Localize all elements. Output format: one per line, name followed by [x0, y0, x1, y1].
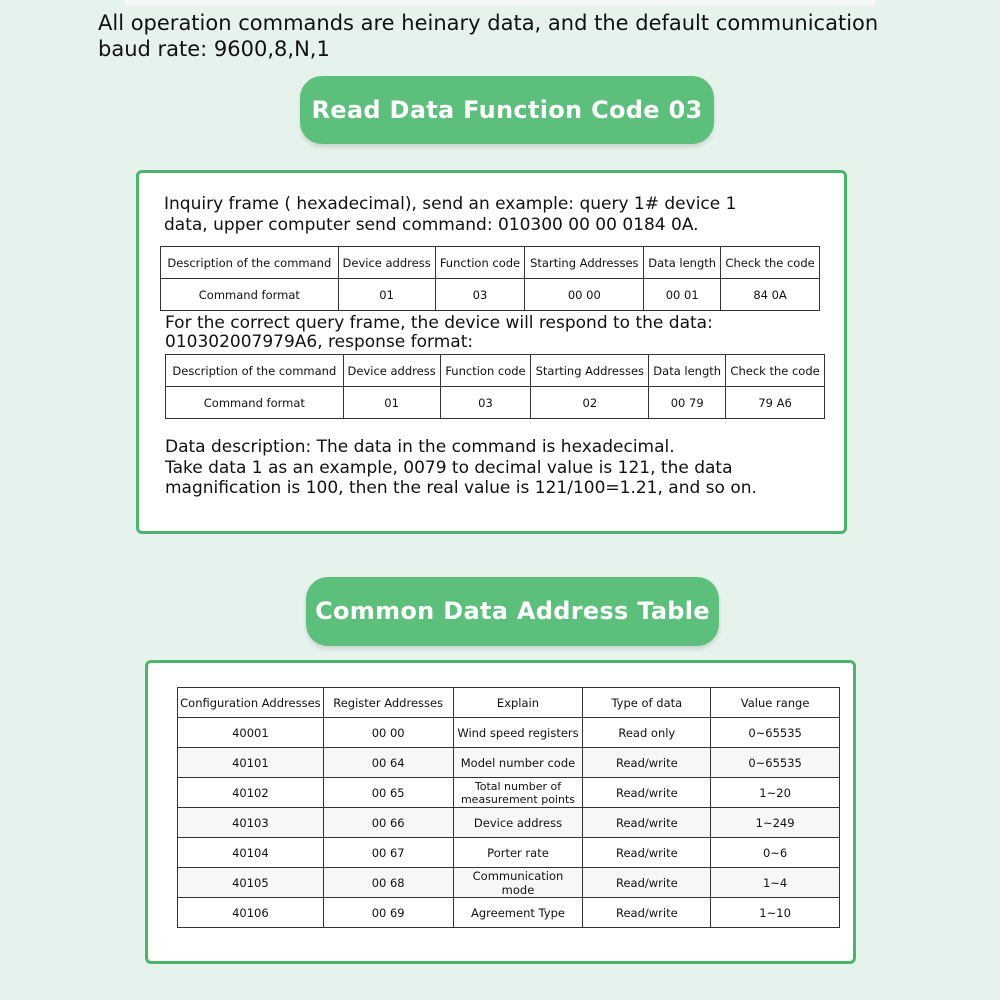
intro-text	[98, 10, 938, 62]
table-cell: 00 66	[323, 808, 453, 838]
table-header-cell: Starting Addresses	[525, 247, 644, 279]
table-header-cell: Data length	[649, 355, 726, 387]
table-cell: Communication mode	[453, 868, 583, 898]
table-cell: 02	[531, 387, 649, 419]
command-table-header	[161, 247, 820, 279]
table-cell: Read/write	[583, 778, 711, 808]
table-cell: Read only	[583, 718, 711, 748]
response-line-2: 010302007979A6, response format:	[165, 332, 474, 352]
intro-line-1: All operation commands are heinary data, and the default communication	[98, 11, 879, 35]
section-title-address-table: Common Data Address Table	[306, 577, 719, 646]
table-cell: 1~4	[711, 868, 840, 898]
data-description	[165, 437, 825, 499]
inquiry-text	[164, 194, 824, 235]
table-cell: Porter rate	[453, 838, 583, 868]
inquiry-line-1: Inquiry frame ( hexadecimal), send an example: query 1# device 1	[164, 194, 737, 214]
response-table	[165, 354, 825, 419]
table-cell: Device address	[453, 808, 583, 838]
table-cell: 40001	[178, 718, 324, 748]
table-header-cell: Function code	[440, 355, 531, 387]
table-header-cell: Data length	[644, 247, 721, 279]
table-cell: Total number of measurement points	[453, 778, 583, 808]
table-cell: 40103	[178, 808, 324, 838]
section-title-read-data: Read Data Function Code 03	[300, 76, 714, 144]
table-cell: Command format	[161, 279, 339, 311]
desc-line-3: magnification is 100, then the real value is 121/100=1.21, and so on.	[165, 478, 757, 498]
table-cell: 00 01	[644, 279, 721, 311]
table-cell: 00 67	[323, 838, 453, 868]
table-cell: 03	[435, 279, 525, 311]
table-cell: Command format	[166, 387, 344, 419]
table-cell: 40102	[178, 778, 324, 808]
table-cell: Read/write	[583, 868, 711, 898]
inquiry-line-2: data, upper computer send command: 010300 00 00 0184 0A.	[164, 214, 699, 235]
command-table	[160, 246, 820, 311]
table-header-cell: Register Addresses	[323, 688, 453, 718]
table-header-cell: Device address	[343, 355, 440, 387]
table-header-cell: Check the code	[726, 355, 825, 387]
table-header-cell: Configuration Addresses	[178, 688, 324, 718]
table-cell: Model number code	[453, 748, 583, 778]
table-cell: 1~10	[711, 898, 840, 928]
desc-line-1: Data description: The data in the command is hexadecimal.	[165, 437, 675, 457]
table-row	[178, 748, 840, 778]
table-cell: 01	[343, 387, 440, 419]
table-header-cell: Description of the command	[161, 247, 339, 279]
table-header-cell: Starting Addresses	[531, 355, 649, 387]
table-cell: 03	[440, 387, 531, 419]
table-cell: 79 A6	[726, 387, 825, 419]
intro-line-2: baud rate: 9600,8,N,1	[98, 37, 330, 61]
table-header-cell: Type of data	[583, 688, 711, 718]
table-cell: 00 00	[323, 718, 453, 748]
table-cell: 1~249	[711, 808, 840, 838]
response-text	[165, 314, 825, 352]
response-table-row	[166, 387, 825, 419]
table-header-cell: Check the code	[721, 247, 820, 279]
table-cell: Read/write	[583, 838, 711, 868]
table-cell: 1~20	[711, 778, 840, 808]
response-line-1: For the correct query frame, the device will respond to the data:	[165, 313, 713, 333]
table-cell: 00 00	[525, 279, 644, 311]
table-row	[178, 898, 840, 928]
table-header-cell: Value range	[711, 688, 840, 718]
table-cell: 00 79	[649, 387, 726, 419]
table-header-cell: Explain	[453, 688, 583, 718]
table-cell: 00 68	[323, 868, 453, 898]
table-cell: 40101	[178, 748, 324, 778]
table-header-cell: Description of the command	[166, 355, 344, 387]
table-cell: 0~65535	[711, 718, 840, 748]
desc-line-2: Take data 1 as an example, 0079 to decimal value is 121, the data	[165, 457, 733, 478]
table-row	[178, 808, 840, 838]
table-header-cell: Device address	[338, 247, 435, 279]
address-table-card	[145, 660, 856, 964]
address-table-header	[178, 688, 840, 718]
table-cell: Agreement Type	[453, 898, 583, 928]
table-cell: 00 64	[323, 748, 453, 778]
table-cell: 0~65535	[711, 748, 840, 778]
table-cell: 40104	[178, 838, 324, 868]
table-cell: 84 0A	[721, 279, 820, 311]
response-table-header	[166, 355, 825, 387]
address-table	[177, 687, 840, 928]
table-cell: Read/write	[583, 898, 711, 928]
table-cell: Wind speed registers	[453, 718, 583, 748]
table-cell: Read/write	[583, 808, 711, 838]
table-row	[178, 838, 840, 868]
table-header-cell: Function code	[435, 247, 525, 279]
table-cell: 00 69	[323, 898, 453, 928]
table-cell: 40105	[178, 868, 324, 898]
command-table-row	[161, 279, 820, 311]
table-row	[178, 778, 840, 808]
table-cell: 40106	[178, 898, 324, 928]
table-cell: 0~6	[711, 838, 840, 868]
table-row	[178, 868, 840, 898]
read-data-card	[136, 170, 847, 534]
table-row	[178, 718, 840, 748]
table-cell: 00 65	[323, 778, 453, 808]
table-cell: 01	[338, 279, 435, 311]
top-strip	[125, 0, 875, 6]
table-cell: Read/write	[583, 748, 711, 778]
